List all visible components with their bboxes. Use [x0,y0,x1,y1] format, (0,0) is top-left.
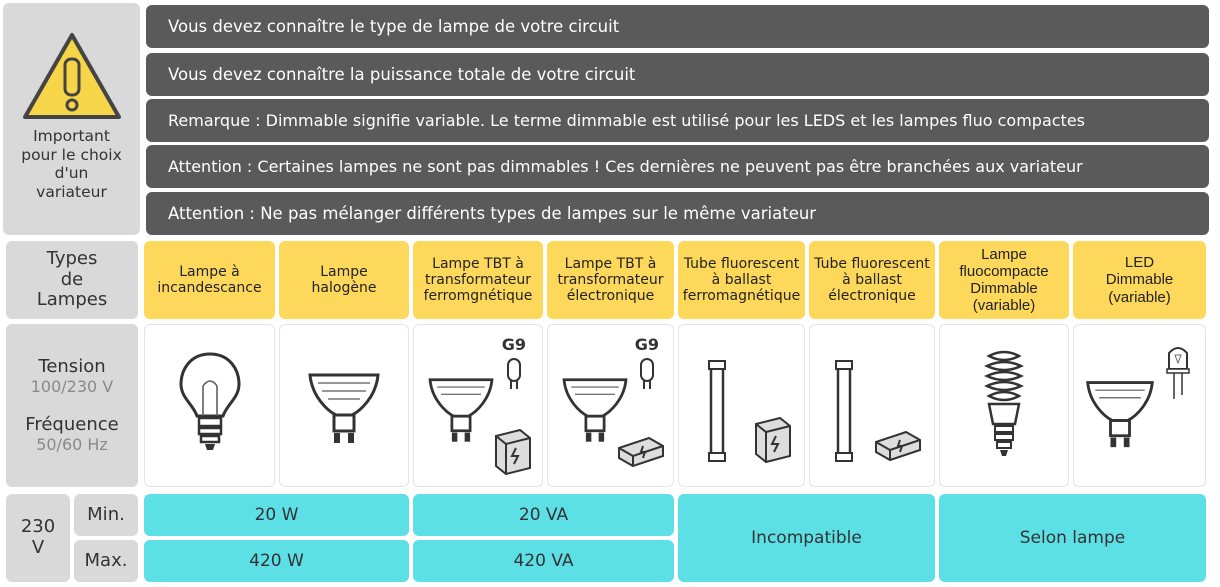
tension-label: Tension [38,355,106,377]
type-tbt-electronic: Lampe TBT à transformateur électronique [547,241,674,319]
image-halogen [279,324,409,487]
image-fluo-electronic [809,324,935,487]
halogen-spot-icon [1082,369,1158,455]
image-incandescent [144,324,275,487]
tbt-min: 20 VA [413,494,674,536]
note-total-power: Vous devez connaître la puissance totale de votre circuit [146,53,1209,96]
transformer-icon [490,426,534,476]
cfl-bulb-icon [979,346,1029,466]
g9-capsule-icon [506,357,522,391]
note-no-mixing: Attention : Ne pas mélanger différents types de lampes sur le même variateur [146,192,1209,235]
g9-label: G9 [634,335,659,354]
halogen-spot-icon [304,361,384,451]
type-tbt-ferro: Lampe TBT à transformateur ferromgnétique [413,241,543,319]
dimmable-selon-lampe: Selon lampe [939,494,1206,582]
type-fluo-electronic: Tube fluorescent à ballast électronique [809,241,935,319]
image-tbt-electronic [547,324,674,487]
max-label: Max. [74,540,138,582]
image-tbt-ferro [413,324,543,487]
image-cfl [939,324,1069,487]
image-fluo-ferro [678,324,805,487]
g9-label: G9 [501,335,526,354]
type-fluo-ferro: Tube fluorescent à ballast ferromagnétique [678,241,805,319]
min-label: Min. [74,494,138,536]
incand-halogen-max: 420 W [144,540,409,582]
incandescent-bulb-icon [175,346,245,466]
type-led-dimmable: LED Dimmable (variable) [1073,241,1206,319]
types-header: Types de Lampes [6,241,138,319]
transformer-icon [750,414,794,464]
electronic-transformer-icon [872,428,924,464]
warning-label: Important pour le choix d'un variateur [21,127,122,201]
type-halogen: Lampe halogène [279,241,409,319]
warning-panel [3,3,140,235]
tension-value: 100/230 V [30,377,114,397]
fluorescent-tube-icon [707,359,727,463]
note-not-dimmable: Attention : Certaines lampes ne sont pas dimmables ! Ces dernières ne peuvent pas être branchées aux variateur [146,145,1209,188]
type-incandescent: Lampe à incandescance [144,241,275,319]
voltage-value: 230 [20,516,56,538]
incand-halogen-min: 20 W [144,494,409,536]
halogen-spot-icon [424,367,498,449]
warning-icon [22,31,122,121]
note-dimmable: Remarque : Dimmable signifie variable. Le terme dimmable est utilisé pour les LEDS et les lampes fluo compactes [146,99,1209,142]
frequency-label: Fréquence [25,413,119,435]
led-icon [1165,343,1191,401]
tbt-max: 420 VA [413,540,674,582]
voltage-cell [6,494,70,582]
electronic-transformer-icon [615,434,667,470]
image-led [1073,324,1206,487]
note-lamp-type: Vous devez connaître le type de lampe de votre circuit [146,5,1209,48]
fluorescent-tube-icon [834,359,854,463]
frequency-value: 50/60 Hz [36,435,108,455]
g9-capsule-icon [639,357,655,391]
fluo-incompatible: Incompatible [678,494,935,582]
voltage-unit: V [31,537,45,558]
type-cfl-dimmable: Lampe fluocompacte Dimmable (variable) [939,241,1069,319]
specs-panel [6,324,138,487]
